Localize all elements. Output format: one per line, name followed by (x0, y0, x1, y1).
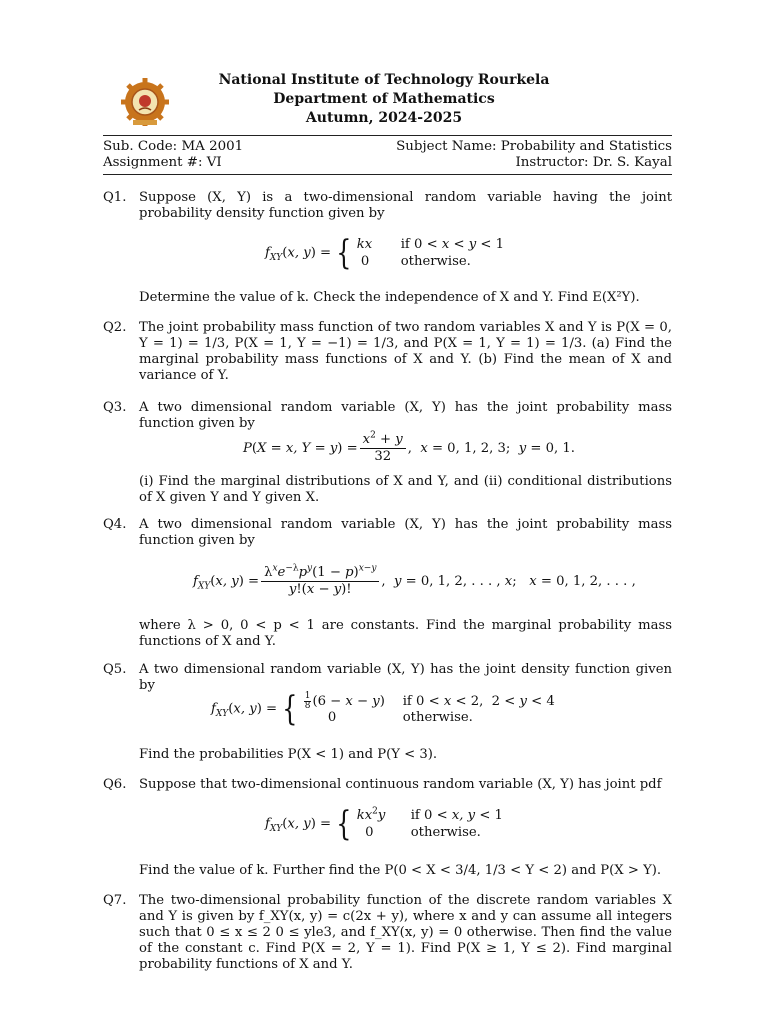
question-formula: $f_{XY}(x$, y) = { $\frac{1}{8}$ (6 − x − y) if 0 < x < 2, 2 < y < 4 0 otherwise. (211, 689, 555, 729)
question-formula: P(X = x, Y = y) = $\frac{x^2 + y}{32}$ , x = 0, 1, 2, 3; y = 0, 1. (243, 430, 575, 464)
question-outro: Determine the value of k. Check the independence of X and Y. Find E(X²Y). (139, 290, 640, 305)
question-outro: Find the value of k. Further find the P(0 < X < 3/4, 1/3 < Y < 2) and P(X > Y). (139, 863, 662, 878)
question-outro: (i) Find the marginal distributions of X and Y, and (ii) conditional distributions of X given Y and Y given X. (139, 474, 672, 505)
academic-term: Autumn, 2024-2025 (305, 110, 463, 126)
institute-name: National Institute of Technology Rourkela (218, 72, 550, 88)
question-label: Q5. (103, 662, 127, 677)
subject-code: Sub. Code: MA 2001 (103, 139, 244, 154)
question-formula: $f_{XY}(x$, y) = { kx if 0 < x < y < 1 0 otherwise. (265, 233, 504, 273)
question-intro: The two-dimensional probability function of the discrete random variables X and Y is given by f_XY(x, y) = c(2x + y), where x and y can assume all integers such that 0 ≤ x ≤ 2 0 ≤ yle3, and f_XY(x, y) = 0 otherwise. Then find the value of the constant c. Find P(X = 2, Y = 1). Find P(X ≥ 1, Y ≤ 2). Find marginal probability functions of X and Y. (139, 893, 672, 972)
question-intro: The joint probability mass function of two random variables X and Y is P(X = 0, Y = 1) = 1/3, P(X = 1, Y = −1) = 1/3, and P(X = 1, Y = 1) = 1/3. (a) Find the marginal probability mass functions of X and Y. (b) Find the mean of X and variance of Y. (139, 320, 672, 383)
question-label: Q2. (103, 320, 127, 335)
instructor-name: Instructor: Dr. S. Kayal (515, 155, 672, 170)
meta-rule (103, 174, 672, 175)
question-label: Q3. (103, 400, 127, 415)
department-name: Department of Mathematics (273, 91, 495, 107)
header-rule (103, 135, 672, 136)
question-outro: Find the probabilities P(X < 1) and P(Y < 3). (139, 747, 438, 762)
question-intro: A two dimensional random variable (X, Y) has the joint probability mass function given by (139, 400, 672, 431)
question-intro: A two dimensional random variable (X, Y) has the joint probability mass function given by (139, 517, 672, 548)
question-label: Q1. (103, 190, 127, 205)
subject-name: Subject Name: Probability and Statistics (396, 139, 672, 154)
question-intro: Suppose that two-dimensional continuous random variable (X, Y) has joint pdf (139, 777, 662, 792)
question-label: Q4. (103, 517, 127, 532)
question-intro: A two dimensional random variable (X, Y) has the joint density function given by (139, 662, 672, 693)
question-intro: Suppose (X, Y) is a two-dimensional random variable having the joint probability density function given by (139, 190, 672, 221)
question-formula: $f_{XY}(x$, y) = $\frac{\lambda^xe^{-\lambda}p^y(1 - p)^{x-y}}{y!(x - y)!}$ , y = 0, 1, 2, . . . , x; x = 0, 1, 2, . . . , (193, 563, 636, 597)
question-outro: where λ > 0, 0 < p < 1 are constants. Find the marginal probability mass functions of X and Y. (139, 618, 672, 649)
assignment-number: Assignment #: VI (103, 155, 222, 170)
question-label: Q6. (103, 777, 127, 792)
question-label: Q7. (103, 893, 127, 908)
question-formula: $f_{XY}(x$, y) = { $kx^2y$ if 0 < x, y < 1 0 otherwise. (265, 804, 503, 844)
